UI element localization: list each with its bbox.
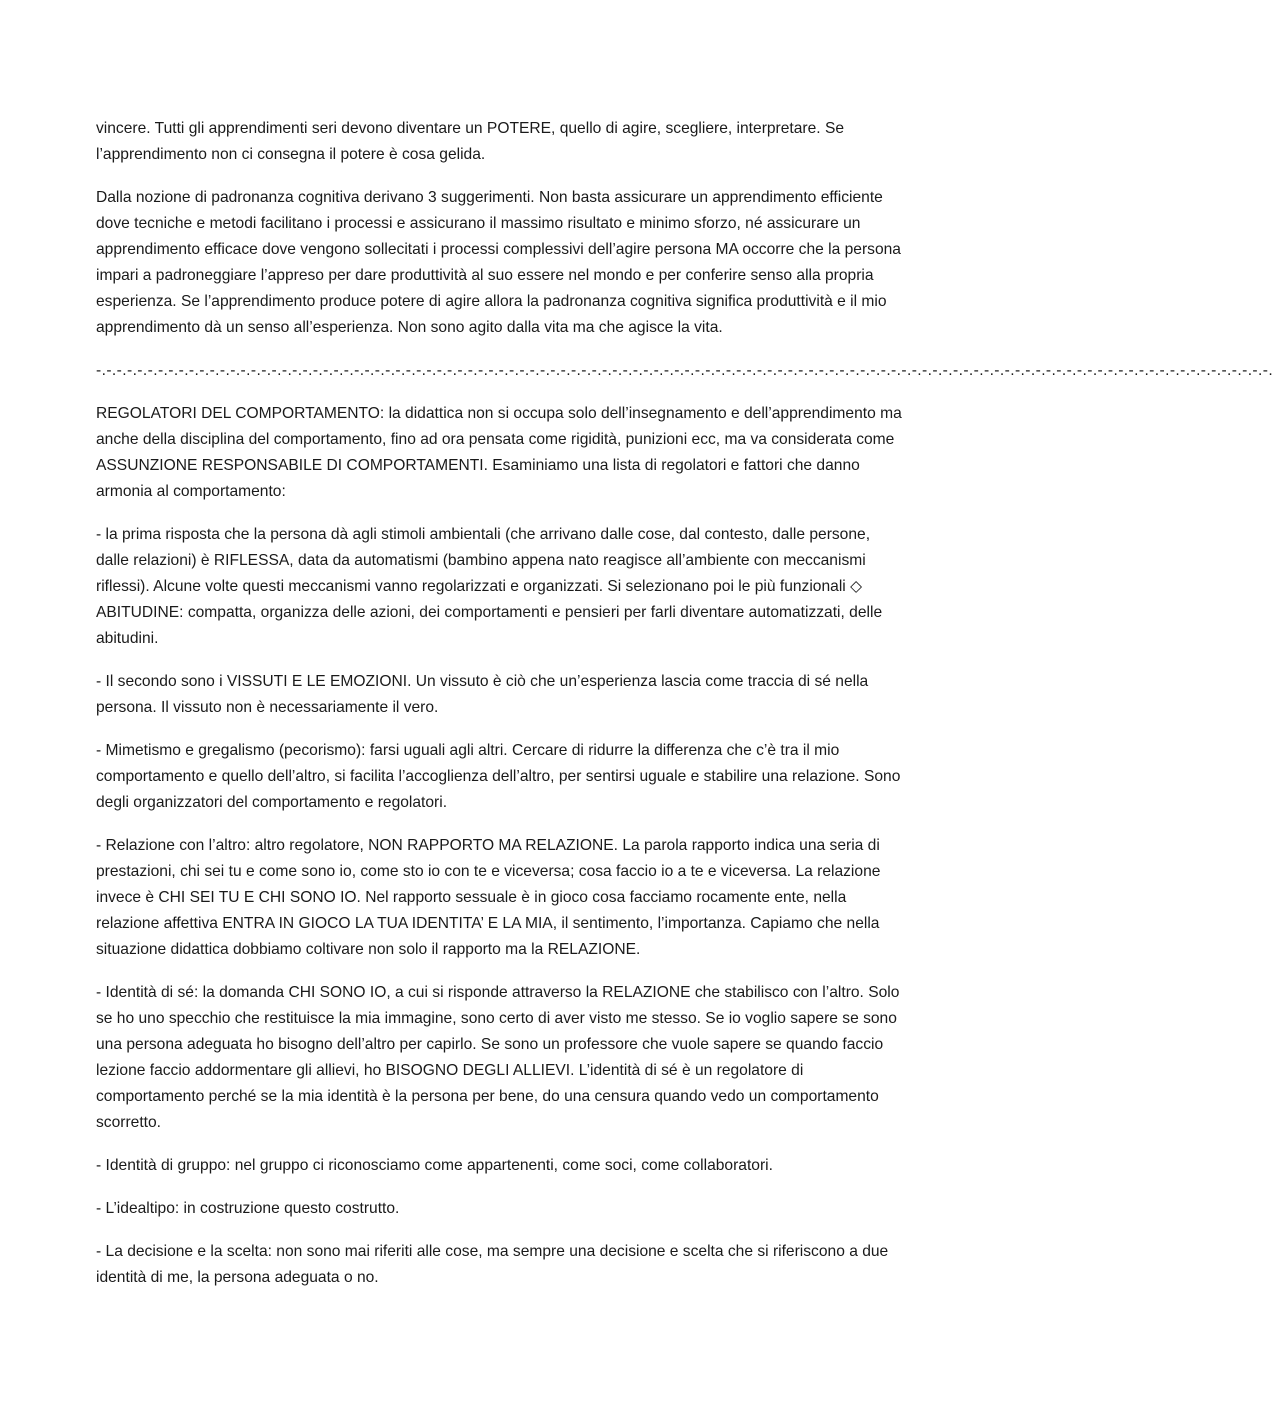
list-item-decisione-scelta: - La decisione e la scelta: non sono mai riferiti alle cose, ma sempre una decisione e scelta che si riferiscono a due identità di me, la persona adeguata o no. xyxy=(96,1243,889,1286)
section-separator: -.-.-.-.-.-.-.-.-.-.-.-.-.-.-.-.-.-.-.-.-.-.-.-.-.-.-.-.-.-.-.-.-.-.-.-.-.-.-.-.-.-.-.-.-.-.-.-.-.-.-.-.-.-.-.-.-.-.-.-.-.-.-.-.-.-.-.-.-.-.-.-.-.-.-.-.-.-.-.-.-.-.-.-.-.-.-.-.-.-.-.-.-.-.-.-.-.-.-.-.-.-.-.-.-.-.-.-.-.-.-.-.-.-. xyxy=(96,362,1273,379)
paragraph-regolatori-comportamento: REGOLATORI DEL COMPORTAMENTO: la didattica non si occupa solo dell’insegnamento e dell’apprendimento ma anche della disciplina del comportamento, fino ad ora pensata come rigidità, punizioni ecc, ma va considerata come ASSUNZIONE RESPONSABILE DI COMPORTAMENTI. Esaminiamo una lista di regolatori e fattori che danno armonia al comportamento: xyxy=(96,405,902,500)
list-item-riflessi-abitudine: - la prima risposta che la persona dà agli stimoli ambientali (che arrivano dalle cose, dal contesto, dalle persone, dalle relazioni) è RIFLESSA, data da automatismi (bambino appena nato reagisce all’ambiente con meccanismi riflessi). Alcune volte questi meccanismi vanno regolarizzati e organizzati. Si selezionano poi le più funzionali ◇ ABITUDINE: compatta, organizza delle azioni, dei comportamenti e pensieri per farli diventare automatizzati, delle abitudini. xyxy=(96,526,883,647)
list-item-mimetismo: - Mimetismo e gregalismo (pecorismo): farsi uguali agli altri. Cercare di ridurre la differenza che c’è tra il mio comportamento e quello dell’altro, si facilita l’accoglienza dell’altro, per sentirsi uguale e stabilire una relazione. Sono degli organizzatori del comportamento e regolatori. xyxy=(96,742,901,811)
list-item-identita-di-gruppo: - Identità di gruppo: nel gruppo ci riconosciamo come appartenenti, come soci, come collaboratori. xyxy=(96,1157,773,1174)
list-item-relazione: - Relazione con l’altro: altro regolatore, NON RAPPORTO MA RELAZIONE. La parola rapporto indica una seria di prestazioni, chi sei tu e come sono io, come sto io con te e viceversa; cosa faccio io a te e viceversa. La relazione invece è CHI SEI TU E CHI SONO IO. Nel rapporto sessuale è in gioco cosa facciamo rocamente ente, nella relazione affettiva ENTRA IN GIOCO LA TUA IDENTITA’ E LA MIA, il sentimento, l’importanza. Capiamo che nella situazione didattica dobbiamo coltivare non solo il rapporto ma la RELAZIONE. xyxy=(96,837,881,958)
document-page xyxy=(96,116,1273,1308)
list-item-vissuti-emozioni: - Il secondo sono i VISSUTI E LE EMOZIONI. Un vissuto è ciò che un’esperienza lascia come traccia di sé nella persona. Il vissuto non è necessariamente il vero. xyxy=(96,673,869,716)
paragraph-padronanza-cognitiva: Dalla nozione di padronanza cognitiva derivano 3 suggerimenti. Non basta assicurare un apprendimento efficiente dove tecniche e metodi facilitano i processi e assicurano il massimo risultato e minimo sforzo, né assicurare un apprendimento efficace dove vengono sollecitati i processi complessivi dell’agire persona MA occorre che la persona impari a padroneggiare l’appreso per dare produttività al suo essere nel mondo e per conferire senso alla propria esperienza. Se l’apprendimento produce potere di agire allora la padronanza cognitiva significa produttività e il mio apprendimento dà un senso all’esperienza. Non sono agito dalla vita ma che agisce la vita. xyxy=(96,189,901,336)
paragraph-potere: vincere. Tutti gli apprendimenti seri devono diventare un POTERE, quello di agire, scegliere, interpretare. Se l’apprendimento non ci consegna il potere è cosa gelida. xyxy=(96,120,845,163)
list-item-idealtipo: - L’idealtipo: in costruzione questo costrutto. xyxy=(96,1200,400,1217)
list-item-identita-di-se: - Identità di sé: la domanda CHI SONO IO, a cui si risponde attraverso la RELAZIONE che stabilisco con l’altro. Solo se ho uno specchio che restituisce la mia immagine, sono certo di aver visto me stesso. Se io voglio sapere se sono una persona adeguata ho bisogno dell’altro per capirlo. Se sono un professore che vuole sapere se quando faccio lezione faccio addormentare gli allievi, ho BISOGNO DEGLI ALLIEVI. L’identità di sé è un regolatore di comportamento perché se la mia identità è la persona per bene, do una censura quando vedo un comportamento scorretto. xyxy=(96,984,900,1131)
